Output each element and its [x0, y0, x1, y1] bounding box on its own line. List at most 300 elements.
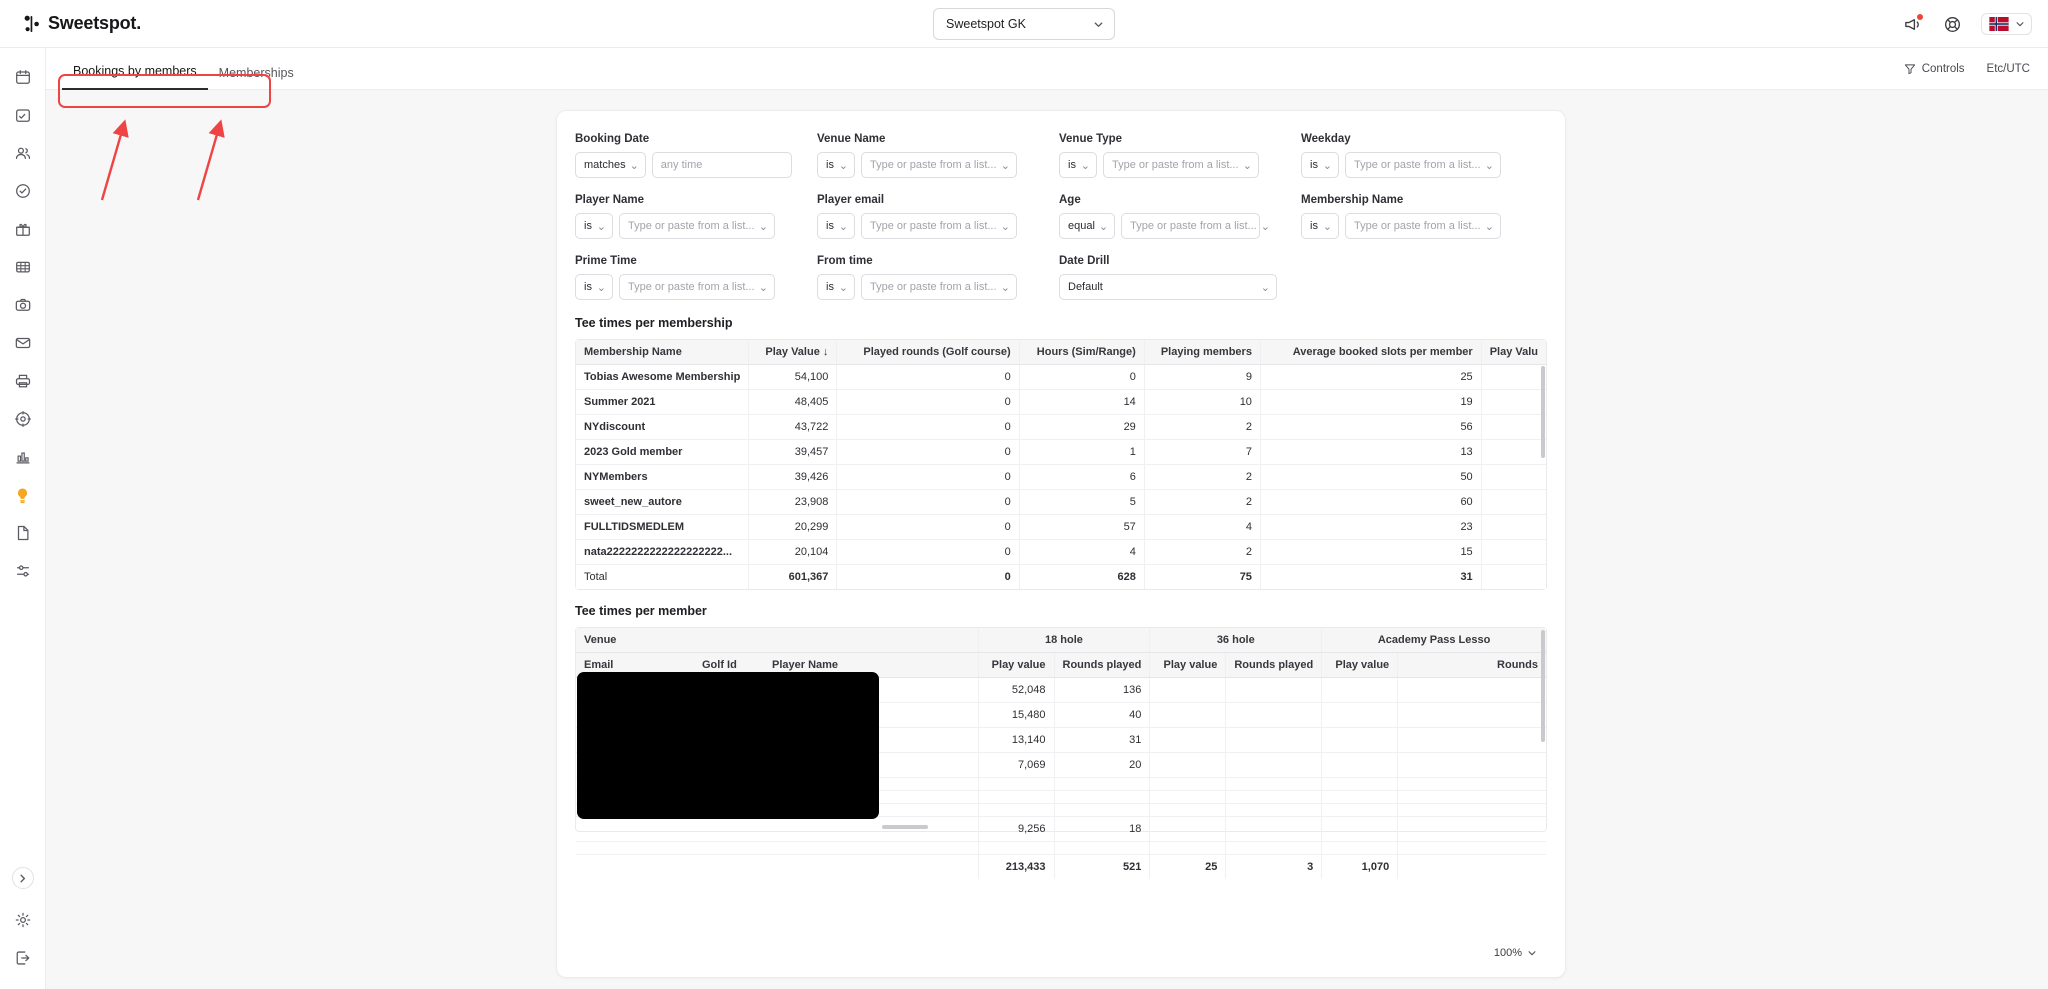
filter-label: Membership Name — [1301, 194, 1404, 206]
cell-total-rounds-36: 3 — [1226, 855, 1322, 880]
insights-icon — [13, 486, 32, 505]
table2-total-row — [576, 855, 1546, 880]
cell-avg-slots: 13 — [1260, 440, 1481, 465]
language-selector[interactable] — [1981, 13, 2032, 35]
chevron-down-icon: ⌄ — [1242, 159, 1252, 172]
sidebar-item-bookings[interactable] — [8, 100, 38, 130]
cell-rounds-18 — [1054, 842, 1150, 855]
filter-label: From time — [817, 255, 873, 267]
filter-value-input[interactable] — [652, 152, 792, 178]
cell-play-value-ap — [1322, 804, 1398, 817]
cell-membership-name: NYMembers — [576, 465, 749, 490]
tab-bar — [62, 52, 305, 90]
cell-total-play-value-18: 213,433 — [978, 855, 1054, 880]
cell-golf-id — [694, 817, 764, 842]
cell-rounds-18: 20 — [1054, 753, 1150, 778]
lifebuoy-icon[interactable] — [1941, 13, 1963, 35]
document-icon — [14, 524, 32, 542]
chevron-down-icon: ⌄ — [1484, 159, 1494, 172]
cell-members: 2 — [1144, 415, 1260, 440]
table-row[interactable] — [576, 415, 1546, 440]
table1-col-hours[interactable]: Hours (Sim/Range) — [1019, 340, 1144, 365]
cell-rounds-36 — [1226, 817, 1322, 842]
cell-rounds: 0 — [837, 540, 1019, 565]
cell-play-value-36 — [1150, 678, 1226, 703]
cell-rounds-ap — [1398, 842, 1546, 855]
cell-rounds-18: 40 — [1054, 703, 1150, 728]
table1-total-row — [576, 565, 1546, 590]
top-bar-right — [1901, 0, 2032, 48]
sliders-icon — [14, 562, 32, 580]
filter-value-text: Type or paste from a list... — [1130, 220, 1257, 232]
project-selector[interactable] — [933, 8, 1115, 40]
filter-venue-type — [1059, 133, 1301, 178]
cell-total-golf-id — [694, 855, 764, 880]
chevron-down-icon: ⌄ — [1322, 159, 1332, 172]
members-icon — [14, 144, 32, 162]
table2-group-header-row — [576, 628, 1546, 653]
cell-total-rounds-18: 521 — [1054, 855, 1150, 880]
filter-value-text: Type or paste from a list... — [1354, 220, 1481, 232]
tab-label: Memberships — [218, 65, 294, 80]
filter-value-input[interactable] — [1103, 152, 1259, 178]
filter-value-input[interactable] — [861, 213, 1017, 239]
chevron-down-icon: ⌄ — [838, 281, 848, 294]
cell-membership-name: NYdiscount — [576, 415, 749, 440]
cell-play-value-36 — [1150, 703, 1226, 728]
chevron-down-icon: ⌄ — [1080, 159, 1090, 172]
table2-group-36-hole[interactable]: 36 hole — [1150, 628, 1322, 653]
cell-avg-slots: 60 — [1260, 490, 1481, 515]
cell-golf-id — [694, 842, 764, 855]
cell-play-value-ap — [1322, 703, 1398, 728]
filter-label: Booking Date — [575, 133, 650, 145]
tee-times-per-membership-block — [575, 316, 1547, 590]
cell-play-value: 48,405 — [749, 390, 837, 415]
filter-value-text: Type or paste from a list... — [628, 220, 755, 232]
table2-horizontal-scrollbar[interactable] — [882, 825, 928, 829]
cell-rounds-ap — [1398, 728, 1546, 753]
chevron-down-icon: ⌄ — [1098, 220, 1109, 233]
controls-button[interactable] — [1904, 63, 1965, 75]
flag-icon — [1989, 17, 2009, 31]
sidebar-item-reports[interactable] — [8, 442, 38, 472]
mail-icon — [14, 334, 32, 352]
cell-total-hours: 628 — [1019, 565, 1144, 590]
filter-value-select[interactable] — [1059, 274, 1277, 300]
cell-total-player-name — [764, 855, 978, 880]
cell-play-value: 39,426 — [749, 465, 837, 490]
table2-vertical-scrollbar[interactable] — [1541, 630, 1545, 742]
sidebar-item-approvals[interactable] — [8, 176, 38, 206]
sidebar-item-members[interactable] — [8, 138, 38, 168]
filter-operator-select[interactable] — [575, 152, 646, 178]
filter-label: Player Name — [575, 194, 645, 206]
cell-members: 2 — [1144, 490, 1260, 515]
cell-rounds: 0 — [837, 515, 1019, 540]
filter-operator-value: is — [1310, 220, 1318, 232]
cell-extra — [1481, 490, 1546, 515]
cell-avg-slots: 56 — [1260, 415, 1481, 440]
table2-group-venue[interactable]: Venue — [576, 628, 978, 653]
table1-col-avg-slots[interactable]: Average booked slots per member — [1260, 340, 1481, 365]
table2-col-player-name[interactable]: Player Name — [764, 653, 978, 678]
cell-play-value-18 — [978, 778, 1054, 791]
filter-operator-select[interactable] — [817, 274, 855, 300]
filter-operator-select[interactable] — [1301, 152, 1339, 178]
cell-avg-slots: 15 — [1260, 540, 1481, 565]
filter-operator-value: is — [584, 220, 592, 232]
cell-rounds-18 — [1054, 804, 1150, 817]
cell-extra — [1481, 390, 1546, 415]
table2-group-18-hole[interactable]: 18 hole — [978, 628, 1150, 653]
chevron-down-icon: ⌄ — [758, 281, 768, 294]
cell-hours: 4 — [1019, 540, 1144, 565]
redacted-personal-data-overlay — [577, 672, 879, 819]
cell-extra — [1481, 465, 1546, 490]
filter-value-input[interactable] — [619, 213, 775, 239]
filter-label: Weekday — [1301, 133, 1351, 145]
filter-operator-select[interactable] — [1059, 213, 1115, 239]
gear-icon — [14, 911, 32, 929]
logout-icon — [14, 949, 32, 967]
filter-row-1 — [575, 133, 1547, 178]
project-selector-value: Sweetspot GK — [946, 17, 1026, 31]
table-row[interactable] — [576, 465, 1546, 490]
filter-operator-value: matches — [584, 159, 626, 171]
filter-operator-value: is — [1310, 159, 1318, 171]
cell-avg-slots: 23 — [1260, 515, 1481, 540]
main-content — [46, 90, 2048, 989]
cell-play-value-36 — [1150, 804, 1226, 817]
cell-play-value-18 — [978, 842, 1054, 855]
cell-hours: 5 — [1019, 490, 1144, 515]
cell-play-value-36 — [1150, 791, 1226, 804]
cell-members: 4 — [1144, 515, 1260, 540]
filter-row-2 — [575, 194, 1547, 239]
cell-play-value-18 — [978, 804, 1054, 817]
controls-label: Controls — [1921, 63, 1965, 75]
filter-empty-slot — [1301, 255, 1543, 300]
cell-play-value: 23,908 — [749, 490, 837, 515]
cell-rounds: 0 — [837, 490, 1019, 515]
cell-total-members: 75 — [1144, 565, 1260, 590]
cell-total-play-value-36: 25 — [1150, 855, 1226, 880]
filter-value-input[interactable] — [861, 152, 1017, 178]
sub-header — [46, 48, 2048, 90]
filter-value-text: Type or paste from a list... — [628, 281, 755, 293]
cell-membership-name: FULLTIDSMEDLEM — [576, 515, 749, 540]
cell-rounds-18 — [1054, 778, 1150, 791]
chevron-down-icon: ⌄ — [1000, 159, 1010, 172]
gift-icon — [14, 220, 32, 238]
sidebar-item-range[interactable] — [8, 404, 38, 434]
filter-operator-select[interactable] — [817, 152, 855, 178]
filter-label: Venue Name — [817, 133, 886, 145]
chevron-down-icon: ⌄ — [1260, 220, 1270, 233]
table2-col-rounds-18[interactable]: Rounds played — [1054, 653, 1150, 678]
sidebar-item-grid[interactable] — [8, 252, 38, 282]
cell-hours: 6 — [1019, 465, 1144, 490]
bookings-icon — [14, 106, 32, 124]
table-row[interactable] — [576, 440, 1546, 465]
sidebar-item-calendar[interactable] — [8, 62, 38, 92]
calendar-icon — [14, 68, 32, 86]
cell-rounds-ap — [1398, 817, 1546, 842]
table2-col-play-value-18[interactable]: Play value — [978, 653, 1054, 678]
cell-total-label: Total — [576, 565, 749, 590]
filter-age — [1059, 194, 1301, 239]
filter-operator-select[interactable] — [575, 274, 613, 300]
sweetspot-mark-icon — [24, 15, 41, 33]
cell-avg-slots: 19 — [1260, 390, 1481, 415]
cell-membership-name: sweet_new_autore — [576, 490, 749, 515]
cell-total-play-value: 601,367 — [749, 565, 837, 590]
table1-col-playing-members[interactable]: Playing members — [1144, 340, 1260, 365]
sub-header-right — [1904, 48, 2030, 90]
filter-value-text: Type or paste from a list... — [1354, 159, 1481, 171]
cell-rounds-ap — [1398, 791, 1546, 804]
cell-play-value-36 — [1150, 817, 1226, 842]
filter-label: Venue Type — [1059, 133, 1123, 145]
filter-panel — [557, 111, 1565, 300]
cell-rounds: 0 — [837, 465, 1019, 490]
filter-value-input[interactable] — [1345, 152, 1501, 178]
camera-icon — [14, 296, 32, 314]
table-row[interactable] — [576, 365, 1546, 390]
cell-extra — [1481, 515, 1546, 540]
range-icon — [14, 410, 32, 428]
table1-wrapper — [575, 339, 1547, 590]
chevron-down-icon: ⌄ — [1260, 281, 1270, 294]
cell-members: 10 — [1144, 390, 1260, 415]
tee-times-per-member-block — [575, 604, 1547, 873]
chevron-down-icon: ⌄ — [596, 281, 606, 294]
table2-col-rounds-ap[interactable]: Rounds — [1398, 653, 1546, 678]
cell-play-value-ap — [1322, 728, 1398, 753]
cell-rounds-18: 136 — [1054, 678, 1150, 703]
sidebar-item-mail[interactable] — [8, 328, 38, 358]
cell-membership-name: Tobias Awesome Membership — [576, 365, 749, 390]
sidebar-item-sliders[interactable] — [8, 556, 38, 586]
table1-header-row — [576, 340, 1546, 365]
filter-weekday — [1301, 133, 1543, 178]
cell-play-value-18: 15,480 — [978, 703, 1054, 728]
brand-name: Sweetspot. — [48, 13, 142, 33]
table-row[interactable] — [576, 540, 1546, 565]
cell-extra — [1481, 440, 1546, 465]
timezone-label: Etc/UTC — [1986, 63, 2030, 75]
cell-rounds: 0 — [837, 440, 1019, 465]
table2-title: Tee times per member — [575, 604, 707, 618]
cell-rounds-36 — [1226, 842, 1322, 855]
cell-player-name — [764, 817, 978, 842]
cell-rounds: 0 — [837, 390, 1019, 415]
zoom-control[interactable] — [1494, 947, 1537, 959]
cell-play-value-36 — [1150, 778, 1226, 791]
chevron-down-icon: ⌄ — [596, 220, 606, 233]
filter-value-input[interactable] — [1121, 213, 1270, 239]
dashboard-card — [556, 110, 1566, 978]
cell-play-value-ap — [1322, 678, 1398, 703]
cell-player-name — [764, 842, 978, 855]
filter-value-text: Type or paste from a list... — [870, 281, 997, 293]
grid-icon — [14, 258, 32, 276]
table-row[interactable] — [576, 390, 1546, 415]
table2-col-play-value-ap[interactable]: Play value — [1322, 653, 1398, 678]
table2-col-golf-id[interactable]: Golf Id — [694, 653, 764, 678]
table1-col-played-rounds[interactable]: Played rounds (Golf course) — [837, 340, 1019, 365]
table-row[interactable] — [576, 817, 1546, 842]
logout-button[interactable] — [8, 943, 38, 973]
chart-icon — [14, 448, 32, 466]
table1-vertical-scrollbar[interactable] — [1541, 366, 1545, 458]
filter-value-text: Type or paste from a list... — [870, 159, 997, 171]
cell-hours: 1 — [1019, 440, 1144, 465]
filter-value-input[interactable] — [861, 274, 1017, 300]
table1-col-play-value[interactable]: Play Value ↓ — [749, 340, 837, 365]
cell-rounds-36 — [1226, 678, 1322, 703]
chevron-down-icon: ⌄ — [1000, 281, 1010, 294]
cell-extra — [1481, 540, 1546, 565]
cell-play-value-18: 52,048 — [978, 678, 1054, 703]
table-row[interactable] — [576, 842, 1546, 855]
cell-play-value-18: 9,256 — [978, 817, 1054, 842]
expand-sidebar-button[interactable] — [12, 867, 34, 889]
cell-rounds: 0 — [837, 415, 1019, 440]
cell-play-value-ap — [1322, 817, 1398, 842]
tab-memberships[interactable] — [208, 67, 305, 91]
zoom-level-label: 100% — [1493, 947, 1522, 959]
filter-label: Prime Time — [575, 255, 637, 267]
table2-col-rounds-36[interactable]: Rounds played — [1226, 653, 1322, 678]
cell-play-value-36 — [1150, 728, 1226, 753]
chevron-down-icon: ⌄ — [1322, 220, 1332, 233]
cell-total-rounds-ap — [1398, 855, 1546, 880]
filter-player-name — [575, 194, 817, 239]
cell-rounds-36 — [1226, 728, 1322, 753]
cell-members: 2 — [1144, 465, 1260, 490]
filter-date-drill — [1059, 255, 1301, 300]
table-row[interactable] — [576, 490, 1546, 515]
cell-rounds-36 — [1226, 804, 1322, 817]
cell-rounds-ap — [1398, 778, 1546, 791]
filter-operator-select[interactable] — [1301, 213, 1339, 239]
cell-play-value: 20,104 — [749, 540, 837, 565]
cell-extra — [1481, 415, 1546, 440]
cell-play-value-ap — [1322, 753, 1398, 778]
filter-booking-date — [575, 133, 817, 178]
settings-button[interactable] — [8, 905, 38, 935]
tab-bookings-by-members[interactable] — [62, 65, 208, 91]
table1-col-membership-name[interactable]: Membership Name — [576, 340, 749, 365]
cell-extra — [1481, 365, 1546, 390]
table2-col-play-value-36[interactable]: Play value — [1150, 653, 1226, 678]
chevron-down-icon: ⌄ — [1000, 220, 1010, 233]
filter-value-text: any time — [660, 159, 703, 171]
cell-play-value: 39,457 — [749, 440, 837, 465]
cell-rounds-36 — [1226, 778, 1322, 791]
cell-membership-name: 2023 Gold member — [576, 440, 749, 465]
cell-total-play-value-ap: 1,070 — [1322, 855, 1398, 880]
filter-operator-value: is — [826, 220, 834, 232]
table2-col-email[interactable]: Email — [576, 653, 694, 678]
cell-hours: 0 — [1019, 365, 1144, 390]
table2-wrapper — [575, 627, 1547, 873]
filter-player-email — [817, 194, 1059, 239]
filter-value-input[interactable] — [619, 274, 775, 300]
cell-hours: 14 — [1019, 390, 1144, 415]
filter-operator-select[interactable] — [817, 213, 855, 239]
sidebar-item-insights[interactable] — [8, 480, 38, 510]
table1-col-play-value-2[interactable]: Play Valu — [1481, 340, 1546, 365]
chevron-down-icon — [1527, 948, 1537, 958]
filter-operator-value: equal — [1068, 220, 1095, 232]
cell-rounds-18 — [1054, 791, 1150, 804]
filter-row-3 — [575, 255, 1547, 300]
sidebar-item-printer[interactable] — [8, 366, 38, 396]
table2-head — [576, 628, 1546, 678]
cell-rounds: 0 — [837, 365, 1019, 390]
sidebar-item-documents[interactable] — [8, 518, 38, 548]
chevron-down-icon — [1093, 19, 1104, 30]
sidebar-item-gifts[interactable] — [8, 214, 38, 244]
filter-operator-select[interactable] — [1059, 152, 1097, 178]
chevron-down-icon: ⌄ — [838, 159, 848, 172]
chevron-down-icon: ⌄ — [1484, 220, 1494, 233]
cell-play-value-18 — [978, 791, 1054, 804]
left-nav-rail — [0, 48, 46, 989]
filter-prime-time — [575, 255, 817, 300]
chevron-down-icon — [2015, 19, 2025, 29]
cell-hours: 29 — [1019, 415, 1144, 440]
cell-play-value: 54,100 — [749, 365, 837, 390]
cell-play-value: 20,299 — [749, 515, 837, 540]
sidebar-item-camera[interactable] — [8, 290, 38, 320]
cell-avg-slots: 50 — [1260, 465, 1481, 490]
filter-value-input[interactable] — [1345, 213, 1501, 239]
megaphone-icon[interactable] — [1901, 13, 1923, 35]
filter-venue-name — [817, 133, 1059, 178]
cell-membership-name: nata2222222222222222222... — [576, 540, 749, 565]
filter-value-text: Type or paste from a list... — [1112, 159, 1239, 171]
brand-logo[interactable] — [24, 13, 141, 34]
cell-rounds-ap — [1398, 703, 1546, 728]
table1-title: Tee times per membership — [575, 316, 733, 330]
cell-play-value-18: 7,069 — [978, 753, 1054, 778]
filter-membership-name — [1301, 194, 1543, 239]
cell-members: 7 — [1144, 440, 1260, 465]
chevron-down-icon: ⌄ — [629, 159, 639, 172]
table2-group-academy-pass[interactable]: Academy Pass Lesso — [1322, 628, 1546, 653]
cell-members: 2 — [1144, 540, 1260, 565]
cell-avg-slots: 25 — [1260, 365, 1481, 390]
top-bar — [0, 0, 2048, 48]
notification-badge — [1917, 14, 1923, 20]
filter-operator-value: is — [1068, 159, 1076, 171]
cell-email — [576, 842, 694, 855]
cell-rounds-ap — [1398, 753, 1546, 778]
table1-body — [576, 365, 1546, 590]
cell-members: 9 — [1144, 365, 1260, 390]
table-row[interactable] — [576, 515, 1546, 540]
check-circle-icon — [14, 182, 32, 200]
funnel-icon — [1904, 63, 1916, 75]
cell-membership-name: Summer 2021 — [576, 390, 749, 415]
cell-rounds-36 — [1226, 753, 1322, 778]
filter-operator-select[interactable] — [575, 213, 613, 239]
cell-total-avg-slots: 31 — [1260, 565, 1481, 590]
